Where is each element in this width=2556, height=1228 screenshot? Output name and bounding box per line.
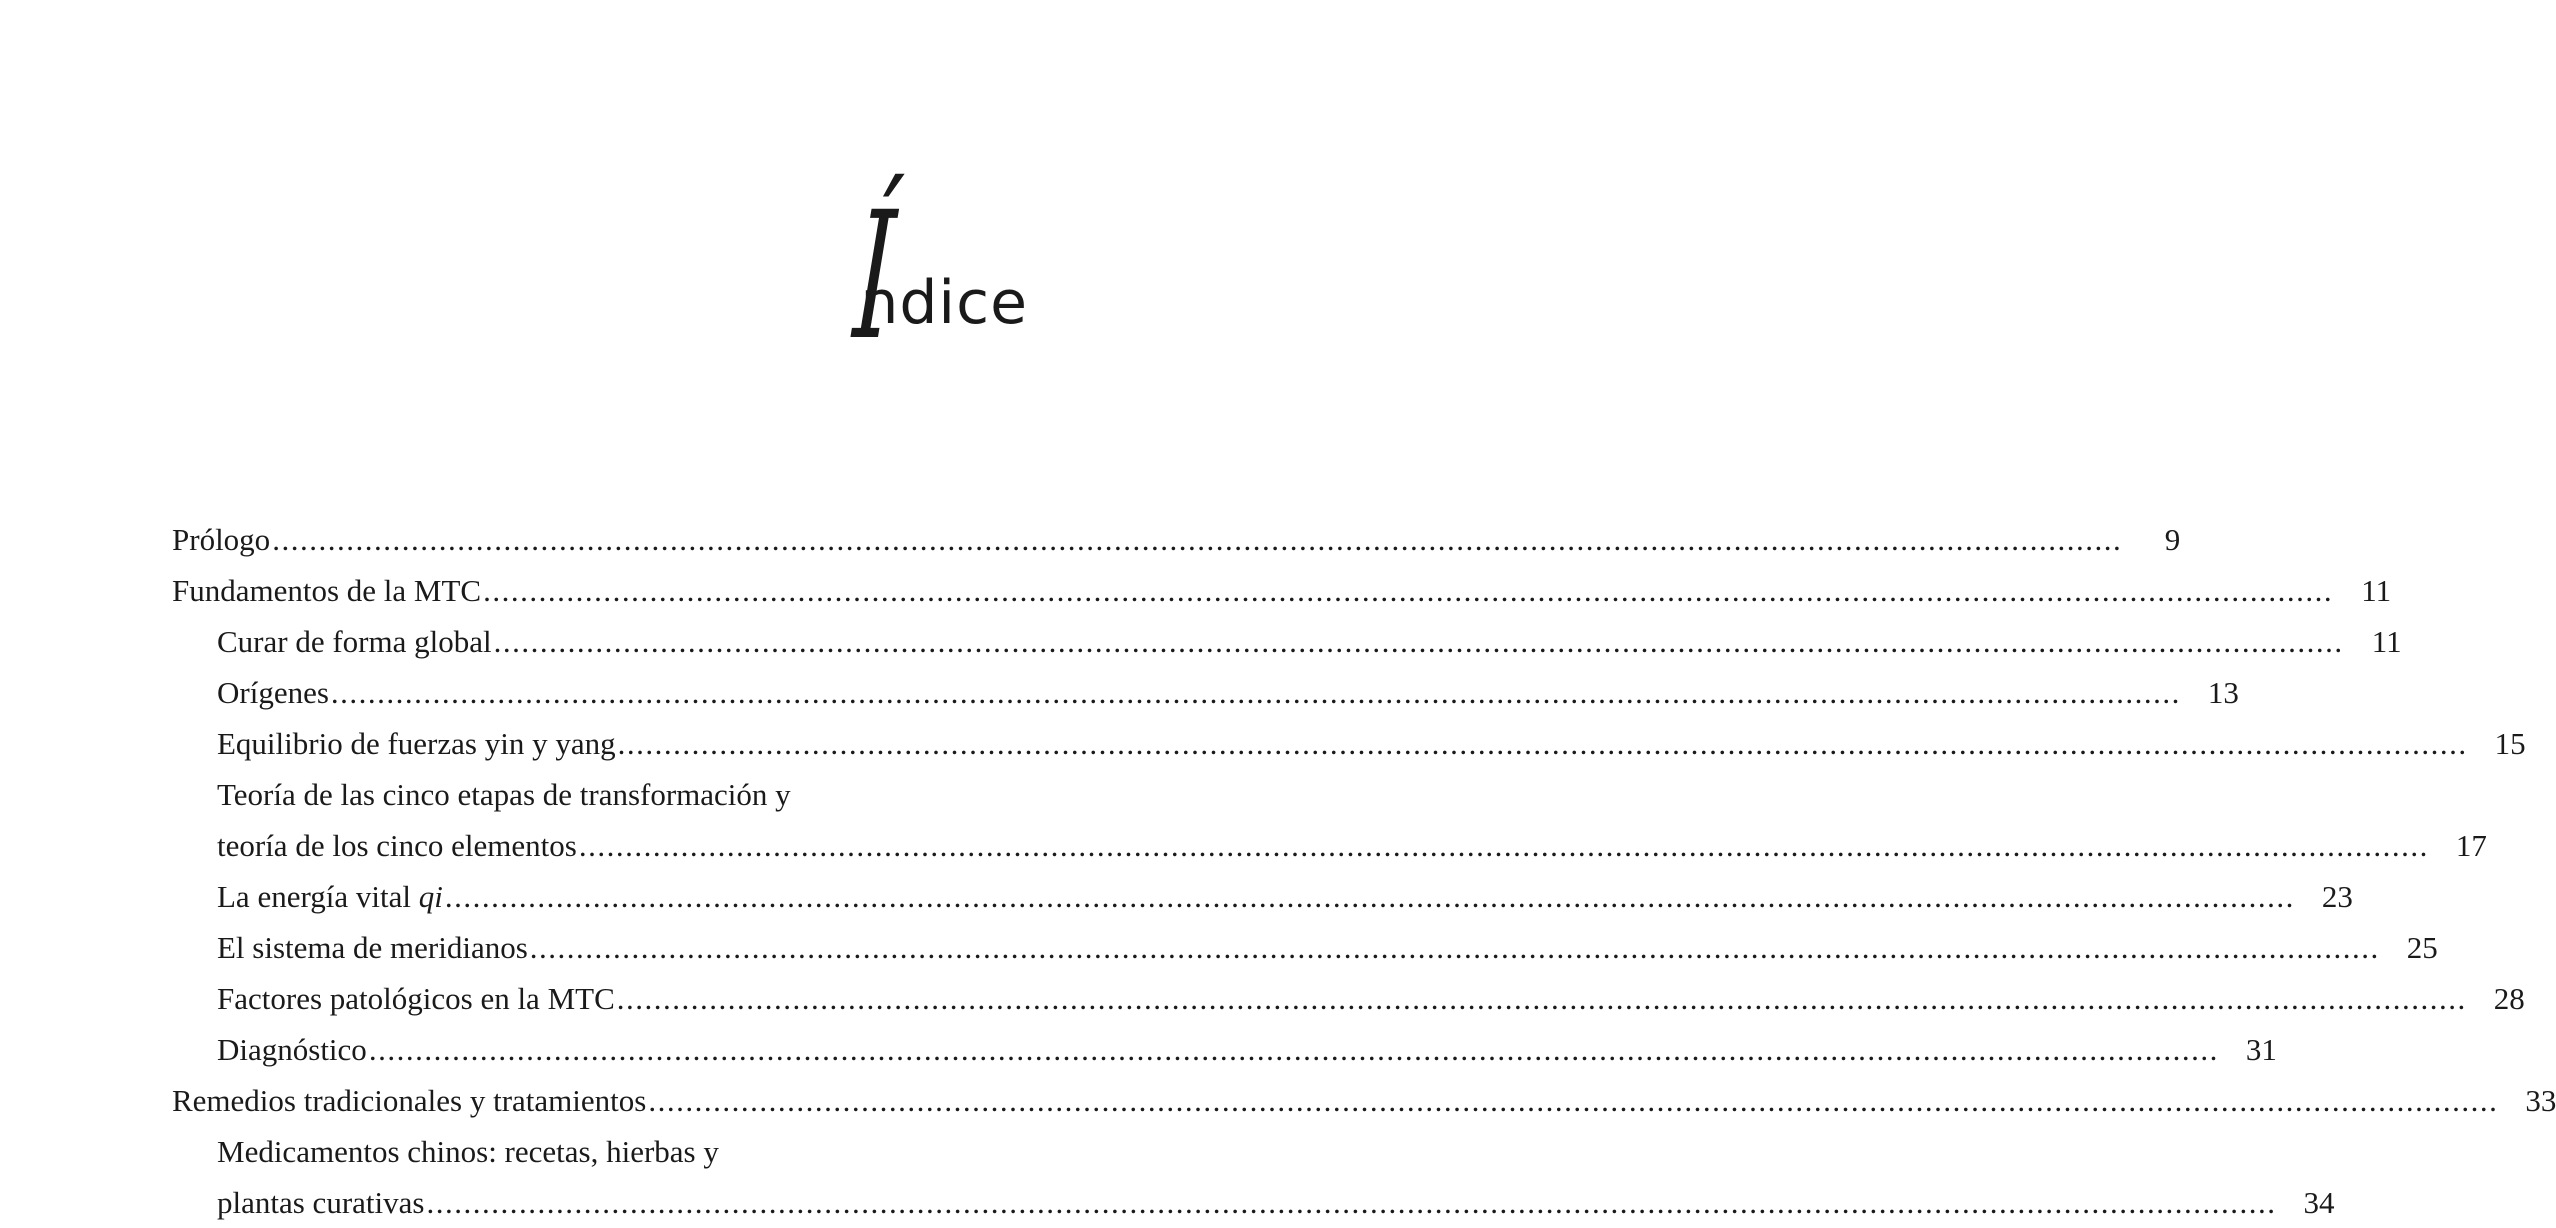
toc-entry-title-text: El sistema de meridianos	[217, 930, 528, 965]
toc-entry	[172, 1075, 2556, 1126]
toc-leader-dots	[579, 820, 2429, 871]
toc-page-number: 31	[2245, 1032, 2277, 1067]
toc-entry-title-text: teoría de los cinco elementos	[217, 828, 577, 863]
toc-entry-title	[217, 1177, 424, 1228]
toc-leader-dots	[331, 667, 2181, 718]
toc-page-number: 28	[2493, 981, 2525, 1016]
title-rest: ndice	[860, 268, 1028, 338]
toc-page-number: 34	[2303, 1185, 2335, 1220]
title-initial: Í	[849, 174, 900, 379]
toc-entry	[172, 820, 2487, 871]
toc-entry-title	[217, 871, 443, 922]
toc-leader-dots	[369, 1024, 2219, 1075]
toc-entry-title-text: Prólogo	[172, 522, 271, 557]
toc-page-number: 25	[2406, 930, 2438, 965]
toc-entry	[172, 769, 1028, 820]
toc-entry	[172, 565, 2392, 616]
toc-entry-title-text: plantas curativas	[217, 1185, 425, 1220]
page-title	[819, 174, 1028, 379]
toc-leader-dots	[618, 718, 2468, 769]
toc-entry-title	[217, 667, 329, 718]
toc-entry-title-text: Teoría de las cinco etapas de transformación y	[217, 777, 791, 812]
toc-entry	[172, 1126, 1028, 1177]
toc-entry-title	[217, 1126, 719, 1177]
toc-entry-title	[172, 565, 481, 616]
toc-entry-title-text: Equilibrio de fuerzas yin y yang	[217, 726, 616, 761]
toc-entry-title-text: La energía vital	[217, 879, 419, 914]
toc-entry-title	[217, 616, 492, 667]
toc-entry	[172, 514, 2181, 565]
toc-entry	[172, 871, 2353, 922]
toc-leader-dots	[445, 871, 2295, 922]
toc-entry	[172, 973, 2525, 1024]
toc-entry-title-italic: qi	[418, 879, 443, 914]
toc-entry	[172, 1024, 2277, 1075]
toc-entry-title-text: Remedios tradicionales y tratamientos	[172, 1083, 647, 1118]
toc-entry-title-text: Factores patológicos en la MTC	[217, 981, 615, 1016]
toc-entry	[172, 1177, 2335, 1228]
toc-entry-title	[217, 718, 616, 769]
toc-page-number: 23	[2321, 879, 2353, 914]
toc-entry-title	[172, 1075, 646, 1126]
toc-page-number: 9	[2164, 522, 2181, 557]
toc-page-number: 33	[2525, 1083, 2556, 1118]
toc-leader-dots	[426, 1177, 2276, 1228]
table-of-contents	[172, 514, 2556, 1228]
toc-entry	[172, 922, 2438, 973]
toc-entry	[172, 667, 2239, 718]
toc-page-number: 11	[2361, 573, 2392, 608]
toc-entry-title	[217, 922, 528, 973]
toc-entry-title-text: Medicamentos chinos: recetas, hierbas y	[217, 1134, 719, 1169]
toc-page-number: 13	[2207, 675, 2239, 710]
toc-leader-dots	[272, 514, 2122, 565]
toc-entry-title	[172, 514, 270, 565]
toc-page-number: 17	[2455, 828, 2487, 863]
toc-entry	[172, 718, 2526, 769]
toc-leader-dots	[648, 1075, 2498, 1126]
toc-entry-title	[217, 1024, 367, 1075]
toc-entry-title-text: Orígenes	[217, 675, 329, 710]
toc-entry-title-text: Fundamentos de la MTC	[172, 573, 482, 608]
toc-entry-title-text: Diagnóstico	[217, 1032, 367, 1067]
toc-page-number: 15	[2494, 726, 2526, 761]
toc-leader-dots	[494, 616, 2344, 667]
toc-entry	[172, 616, 2402, 667]
toc-entry-title	[217, 973, 615, 1024]
toc-entry-title	[217, 769, 791, 820]
toc-entry-title	[217, 820, 577, 871]
toc-leader-dots	[530, 922, 2380, 973]
toc-leader-dots	[483, 565, 2333, 616]
toc-entry-title-text: Curar de forma global	[217, 624, 492, 659]
toc-leader-dots	[617, 973, 2467, 1024]
toc-page-number: 11	[2371, 624, 2402, 659]
